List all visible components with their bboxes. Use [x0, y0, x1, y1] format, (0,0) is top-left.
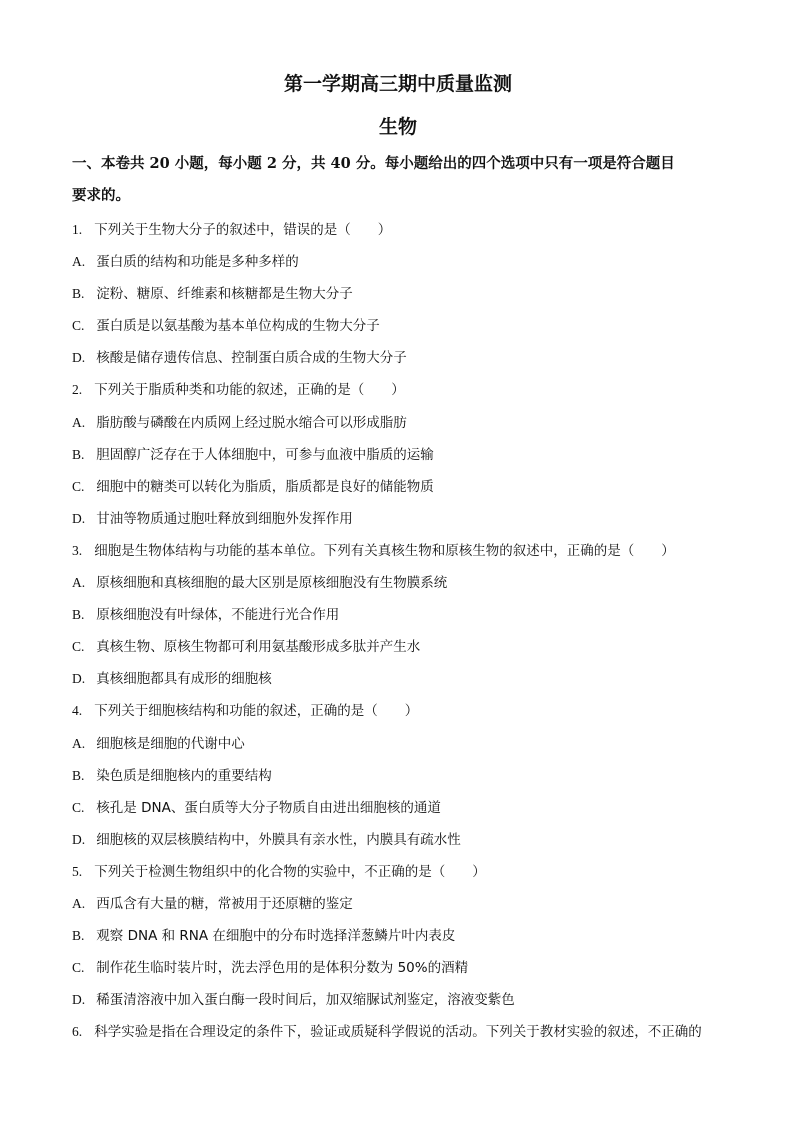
option-text: 观察 DNA 和 RNA 在细胞中的分布时选择洋葱鳞片叶内表皮: [96, 928, 456, 945]
answer-option: [72, 952, 724, 984]
option-text: 原核细胞没有叶绿体，不能进行光合作用: [96, 607, 340, 624]
option-text: 稀蛋清溶液中加入蛋白酶一段时间后，加双缩脲试剂鉴定，溶液变紫色: [96, 992, 515, 1009]
answer-option: [72, 342, 724, 374]
question-stem: [72, 535, 724, 567]
option-text: 真核细胞都具有成形的细胞核: [96, 671, 272, 688]
option-text: 核酸是储存遗传信息、控制蛋白质合成的生物大分子: [96, 350, 407, 367]
question-stem: [72, 695, 724, 727]
option-text: 甘油等物质通过胞吐释放到细胞外发挥作用: [96, 510, 353, 527]
answer-option: [72, 567, 724, 599]
option-letter: C.: [72, 960, 85, 976]
option-letter: A.: [72, 254, 86, 270]
option-letter: A.: [72, 895, 86, 911]
answer-option: [72, 503, 724, 535]
option-letter: B.: [72, 286, 85, 302]
option-letter: D.: [72, 671, 86, 687]
option-letter: B.: [72, 767, 85, 783]
question-text: 下列关于生物大分子的叙述中，错误的是（ ）: [94, 222, 392, 238]
option-text: 细胞核的双层核膜结构中，外膜具有亲水性，内膜具有疏水性: [96, 831, 461, 848]
answer-option: [72, 792, 724, 824]
answer-option: [72, 984, 724, 1016]
answer-option: [72, 439, 724, 471]
page-title: 第一学期高三期中质量监测: [283, 73, 512, 95]
section-header-line-1: 一、本卷共 20 小题，每小题 2 分，共 40 分。每小题给出的四个选项中只有一项是符合题目: [72, 155, 675, 172]
option-letter: D.: [72, 992, 86, 1008]
option-text: 淀粉、糖原、纤维素和核糖都是生物大分子: [96, 286, 353, 303]
answer-option: [72, 920, 724, 952]
question-stem: [72, 856, 724, 888]
option-letter: D.: [72, 510, 86, 526]
answer-option: [72, 599, 724, 631]
option-letter: C.: [72, 639, 85, 655]
question-number: 3.: [72, 542, 83, 558]
question-number: 6.: [72, 1024, 83, 1040]
subject-title: 生物: [378, 116, 417, 138]
option-letter: B.: [72, 607, 85, 623]
question-text: 下列关于细胞核结构和功能的叙述，正确的是（ ）: [94, 703, 419, 720]
option-letter: D.: [72, 350, 86, 366]
option-text: 染色质是细胞核内的重要结构: [96, 767, 272, 784]
question-stem: [72, 214, 724, 246]
option-text: 核孔是 DNA、蛋白质等大分子物质自由进出细胞核的通道: [96, 799, 441, 816]
option-letter: A.: [72, 735, 86, 751]
answer-option: [72, 310, 724, 342]
option-letter: B.: [72, 446, 85, 462]
option-letter: D.: [72, 831, 86, 847]
answer-option: [72, 407, 724, 439]
option-text: 原核细胞和真核细胞的最大区别是原核细胞没有生物膜系统: [96, 575, 448, 592]
question-number: 4.: [72, 703, 83, 719]
option-text: 脂肪酸与磷酸在内质网上经过脱水缩合可以形成脂肪: [96, 414, 407, 431]
answer-option: [72, 824, 724, 856]
answer-option: [72, 246, 724, 278]
question-text: 下列关于检测生物组织中的化合物的实验中，不正确的是（ ）: [94, 863, 486, 880]
question-text: 下列关于脂质种类和功能的叙述，正确的是（ ）: [94, 382, 405, 399]
question-list: [72, 214, 724, 1048]
option-text: 细胞核是细胞的代谢中心: [96, 735, 245, 752]
answer-option: [72, 471, 724, 503]
option-letter: A.: [72, 414, 86, 430]
option-text: 蛋白质的结构和功能是多种多样的: [96, 254, 299, 271]
question-text: 科学实验是指在合理设定的条件下，验证或质疑科学假说的活动。下列关于教材实验的叙述，不正确的: [94, 1024, 702, 1041]
option-text: 制作花生临时装片时，洗去浮色用的是体积分数为 50%的酒精: [96, 960, 469, 977]
section-header: [72, 148, 724, 212]
answer-option: [72, 728, 724, 760]
option-letter: C.: [72, 799, 85, 815]
section-header-line-2: 要求的。: [72, 187, 130, 204]
option-text: 西瓜含有大量的糖，常被用于还原糖的鉴定: [96, 895, 353, 912]
option-letter: C.: [72, 318, 85, 334]
answer-option: [72, 278, 724, 310]
answer-option: [72, 888, 724, 920]
question-number: 2.: [72, 382, 83, 398]
question-stem: [72, 1016, 724, 1048]
option-letter: C.: [72, 478, 85, 494]
question-number: 1.: [72, 222, 83, 237]
question-stem: [72, 374, 724, 406]
answer-option: [72, 663, 724, 695]
answer-option: [72, 760, 724, 792]
option-text: 胆固醇广泛存在于人体细胞中，可参与血液中脂质的运输: [96, 446, 434, 463]
option-letter: A.: [72, 575, 86, 591]
option-text: 真核生物、原核生物都可利用氨基酸形成多肽并产生水: [96, 639, 421, 656]
question-text: 细胞是生物体结构与功能的基本单位。下列有关真核生物和原核生物的叙述中，正确的是（ ）: [94, 542, 675, 559]
option-letter: B.: [72, 928, 85, 944]
answer-option: [72, 631, 724, 663]
option-text: 蛋白质是以氨基酸为基本单位构成的生物大分子: [96, 318, 380, 335]
question-number: 5.: [72, 863, 83, 879]
option-text: 细胞中的糖类可以转化为脂质，脂质都是良好的储能物质: [96, 478, 434, 495]
